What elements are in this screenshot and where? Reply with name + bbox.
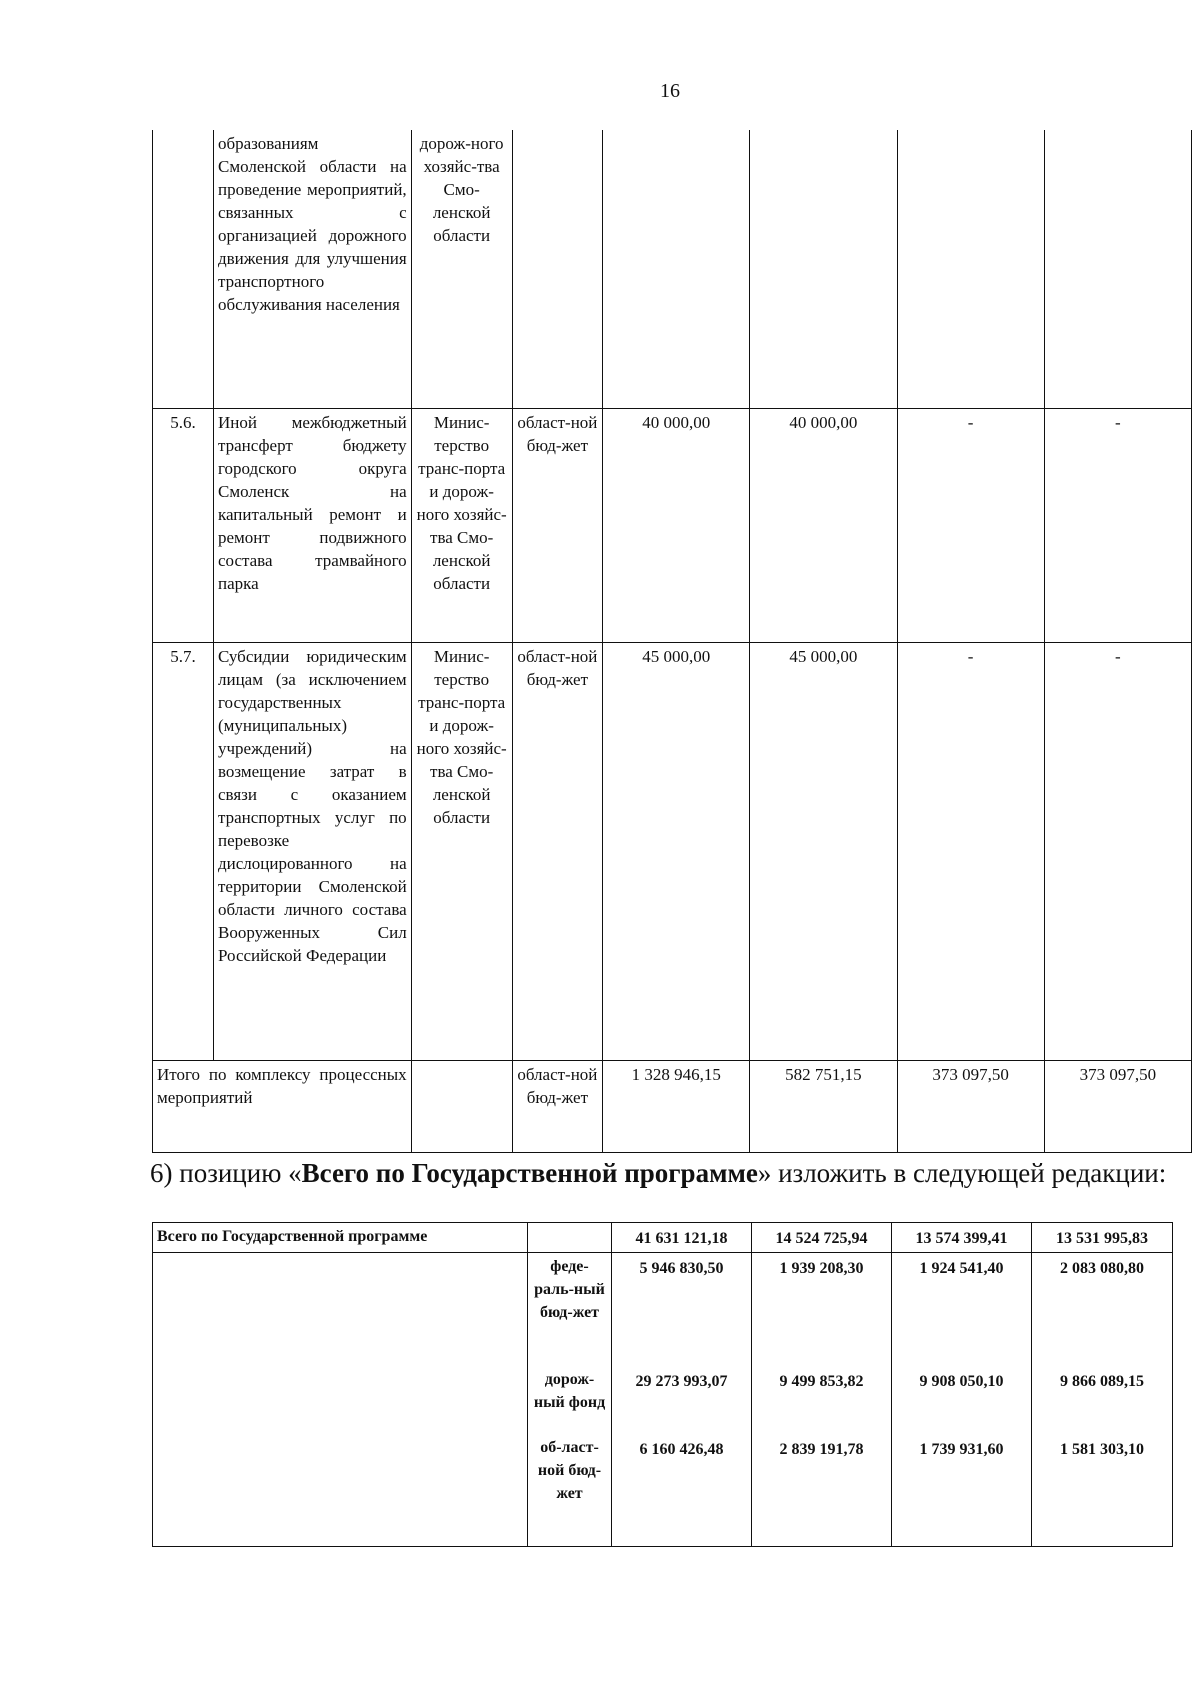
row-number — [153, 130, 214, 408]
responsible-executor: Минис-терство транс-порта и дорож-ного хозяйс-тва Смо-ленской области — [411, 642, 512, 1060]
value-total: 41 631 121,18 — [612, 1223, 752, 1253]
empty-cell — [153, 1253, 528, 1366]
value-year-3: 9 866 089,15 — [1032, 1366, 1173, 1434]
value-year-1: 1 939 208,30 — [752, 1253, 892, 1366]
total-label: Итого по комплексу процессных мероприятий — [153, 1060, 412, 1152]
funding-source — [512, 130, 602, 408]
value-year-3: - — [1044, 642, 1191, 1060]
table-row-total — [153, 1060, 1192, 1152]
program-total-label: Всего по Государственной программе — [153, 1223, 528, 1253]
value-year-1: 40 000,00 — [750, 408, 897, 642]
table-row-road-fund — [153, 1366, 1173, 1434]
funding-source: област-ной бюд-жет — [512, 408, 602, 642]
funding-source: об-ласт-ной бюд-жет — [528, 1434, 612, 1547]
program-total-table — [152, 1222, 1173, 1547]
value-total — [603, 130, 750, 408]
value-year-3: 1 581 303,10 — [1032, 1434, 1173, 1547]
table-row-regional — [153, 1434, 1173, 1547]
value-year-2: 1 739 931,60 — [892, 1434, 1032, 1547]
value-year-2: 9 908 050,10 — [892, 1366, 1032, 1434]
measure-description: Иной межбюджетный трансферт бюджету городского округа Смоленск на капитальный ремонт и ремонт подвижного состава трамвайного парка — [213, 408, 411, 642]
funding-source: област-ной бюд-жет — [512, 1060, 602, 1152]
value-year-2: 13 574 399,41 — [892, 1223, 1032, 1253]
amendment-suffix: » изложить в следующей редакции: — [757, 1158, 1167, 1188]
measure-description: образованиям Смоленской области на проведение мероприятий, связанных с организацией дорожного движения для улучшения транспортного обслуживания населения — [213, 130, 411, 408]
value-year-2: 1 924 541,40 — [892, 1253, 1032, 1366]
value-total: 6 160 426,48 — [612, 1434, 752, 1547]
value-year-1: 14 524 725,94 — [752, 1223, 892, 1253]
row-number: 5.7. — [153, 642, 214, 1060]
funding-source: дорож-ный фонд — [528, 1366, 612, 1434]
value-year-3: 13 531 995,83 — [1032, 1223, 1173, 1253]
value-total: 29 273 993,07 — [612, 1366, 752, 1434]
empty-cell — [153, 1434, 528, 1547]
value-total: 40 000,00 — [603, 408, 750, 642]
measure-description: Субсидии юридическим лицам (за исключением государственных (муниципальных) учреждений) на возмещение затрат в связи с оказанием транспортных услуг по перевозке дислоцированного на территории Смоленской области личного состава Вооруженных Сил Российской Федерации — [213, 642, 411, 1060]
value-total: 1 328 946,15 — [603, 1060, 750, 1152]
funding-source: област-ной бюд-жет — [512, 642, 602, 1060]
responsible-executor: Минис-терство транс-порта и дорож-ного хозяйс-тва Смо-ленской области — [411, 408, 512, 642]
value-year-3: 373 097,50 — [1044, 1060, 1191, 1152]
table-row-5-7 — [153, 642, 1192, 1060]
value-year-1: 9 499 853,82 — [752, 1366, 892, 1434]
responsible-executor: дорож-ного хозяйс-тва Смо-ленской области — [411, 130, 512, 408]
value-year-1 — [750, 130, 897, 408]
amendment-paragraph — [150, 1158, 1190, 1188]
value-year-2: - — [897, 408, 1044, 642]
value-year-1: 45 000,00 — [750, 642, 897, 1060]
table-row-header — [153, 1223, 1173, 1253]
table-row-continued — [153, 130, 1192, 408]
value-year-1: 2 839 191,78 — [752, 1434, 892, 1547]
value-year-3: 2 083 080,80 — [1032, 1253, 1173, 1366]
value-year-2: - — [897, 642, 1044, 1060]
table-row-5-6 — [153, 408, 1192, 642]
value-total: 5 946 830,50 — [612, 1253, 752, 1366]
amendment-prefix: 6) позицию « — [150, 1158, 302, 1188]
value-year-3: - — [1044, 408, 1191, 642]
row-number: 5.6. — [153, 408, 214, 642]
value-year-2 — [897, 130, 1044, 408]
value-year-1: 582 751,15 — [750, 1060, 897, 1152]
value-year-2: 373 097,50 — [897, 1060, 1044, 1152]
amendment-position-name: Всего по Государственной программе — [301, 1158, 758, 1188]
funding-source: феде-раль-ный бюд-жет — [528, 1253, 612, 1366]
empty-cell — [153, 1366, 528, 1434]
funding-source — [528, 1223, 612, 1253]
page-number: 16 — [660, 80, 680, 102]
table-row-federal — [153, 1253, 1173, 1366]
value-total: 45 000,00 — [603, 642, 750, 1060]
measures-table — [152, 130, 1192, 1153]
responsible-executor — [411, 1060, 512, 1152]
value-year-3 — [1044, 130, 1191, 408]
